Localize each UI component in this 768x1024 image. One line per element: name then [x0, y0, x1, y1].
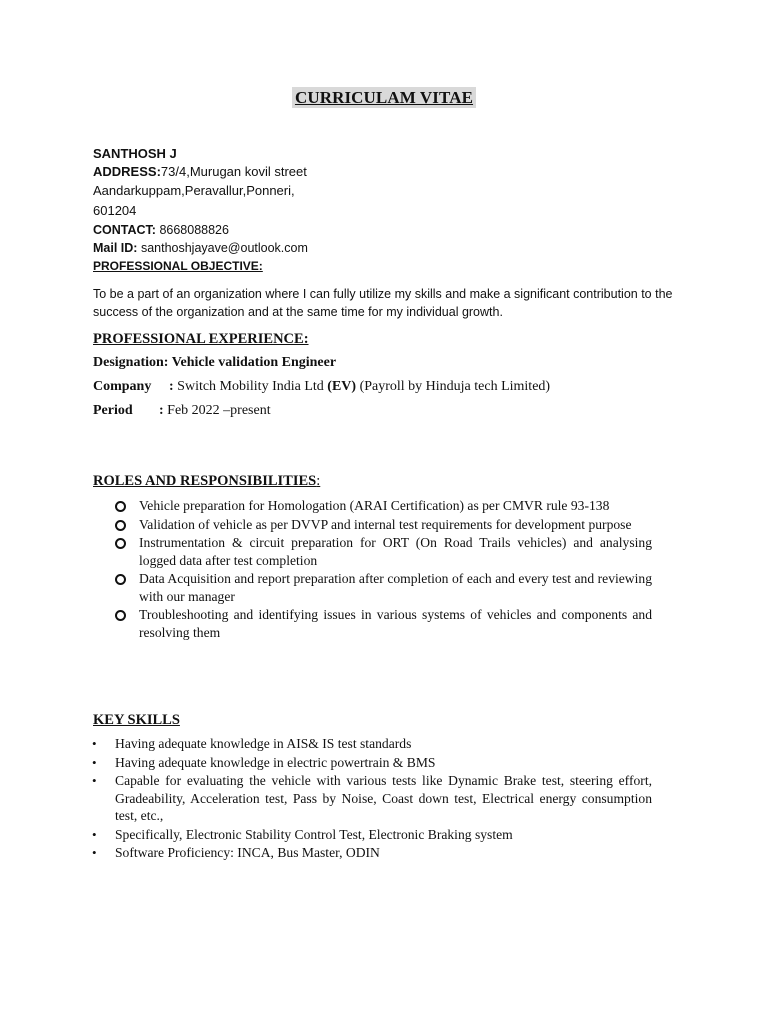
- skill-text: Software Proficiency: INCA, Bus Master, ODIN: [115, 845, 380, 860]
- list-item: [91, 826, 652, 844]
- candidate-name: [93, 145, 177, 163]
- experience-heading: PROFESSIONAL EXPERIENCE:: [93, 331, 309, 347]
- bullet-icon: •: [92, 845, 97, 860]
- bullet-icon: •: [92, 773, 97, 788]
- roles-heading-text: ROLES AND RESPONSIBILITIES: [93, 473, 317, 489]
- objective-heading: PROFESSIONAL OBJECTIVE:: [93, 259, 263, 273]
- contact-label: CONTACT:: [93, 223, 156, 237]
- role-text: Validation of vehicle as per DVVP and internal test requirements for development purpose: [139, 516, 632, 532]
- roles-heading: [93, 473, 320, 490]
- list-item: [115, 534, 652, 569]
- period-line: [93, 403, 271, 419]
- role-text: Instrumentation & circuit preparation for ORT (On Road Trails vehicles) and analysing logged data after test completion: [139, 535, 652, 568]
- list-item: [91, 772, 652, 825]
- company-ev: (EV): [327, 379, 357, 394]
- role-text: Vehicle preparation for Homologation (ARAI Certification) as per CMVR rule 93-138: [139, 498, 610, 513]
- address-value-3: 601204: [93, 203, 137, 218]
- role-text: Troubleshooting and identifying issues in various systems of vehicles and components and resolving them: [139, 607, 652, 640]
- address-line-1: [93, 163, 307, 181]
- name-text: SANTHOSH J: [93, 146, 177, 161]
- skill-text: Having adequate knowledge in AIS& IS test standards: [115, 736, 412, 751]
- circle-bullet-icon: [115, 610, 126, 621]
- contact-value: 8668088826: [159, 223, 229, 237]
- period-value: Feb 2022 –present: [167, 403, 271, 418]
- company-payroll: (Payroll by Hinduja tech Limited): [359, 379, 551, 394]
- list-item: [115, 570, 652, 605]
- list-item: [115, 497, 652, 515]
- roles-heading-colon: :: [316, 473, 321, 489]
- skill-text: Having adequate knowledge in electric powertrain & BMS: [115, 754, 436, 770]
- list-item: [115, 606, 652, 641]
- circle-bullet-icon: [115, 574, 126, 585]
- objective-text: To be a part of an organization where I can fully utilize my skills and make a significant contribution to the success of the organization and at the same time for my individual growth.: [93, 287, 673, 319]
- mail-value: santhoshjayave@outlook.com: [140, 241, 308, 255]
- list-item: [91, 754, 652, 772]
- contact-line: [93, 221, 229, 239]
- address-line-2: [93, 182, 295, 200]
- circle-bullet-icon: [115, 501, 126, 512]
- period-sep: :: [159, 403, 164, 418]
- address-value-2: Aandarkuppam,Peravallur,Ponneri,: [93, 183, 295, 198]
- company-sep: :: [169, 379, 174, 394]
- mail-line: [93, 239, 308, 257]
- list-item: [91, 844, 652, 862]
- address-label: ADDRESS:: [93, 164, 161, 179]
- company-name: Switch Mobility India Ltd: [177, 379, 324, 394]
- title-block: [0, 87, 768, 108]
- period-label: Period: [93, 403, 133, 418]
- circle-bullet-icon: [115, 520, 126, 531]
- skills-heading: KEY SKILLS: [93, 712, 180, 728]
- company-line: [93, 379, 550, 395]
- document-title: CURRICULAM VITAE: [292, 87, 476, 108]
- skills-list: [91, 735, 652, 863]
- address-value-1: 73/4,Murugan kovil street: [160, 164, 307, 179]
- bullet-icon: •: [92, 754, 97, 770]
- list-item: [115, 516, 652, 534]
- skill-text: Capable for evaluating the vehicle with various tests like Dynamic Brake test, steering effort, Gradeability, Acceleration test, Pass by Noise, Coast down test, Electrical energy consumption test, etc.,: [115, 773, 652, 823]
- mail-label: Mail ID:: [93, 241, 138, 255]
- role-text: Data Acquisition and report preparation after completion of each and every test and reviewing with our manager: [139, 571, 652, 604]
- bullet-icon: •: [92, 826, 97, 842]
- circle-bullet-icon: [115, 538, 126, 549]
- list-item: [91, 735, 652, 753]
- address-line-3: [93, 202, 136, 220]
- bullet-icon: •: [92, 736, 97, 751]
- skill-text: Specifically, Electronic Stability Control Test, Electronic Braking system: [115, 826, 513, 842]
- company-label: Company: [93, 379, 152, 394]
- designation-line: Designation: Vehicle validation Engineer: [93, 355, 337, 370]
- roles-list: [115, 497, 652, 642]
